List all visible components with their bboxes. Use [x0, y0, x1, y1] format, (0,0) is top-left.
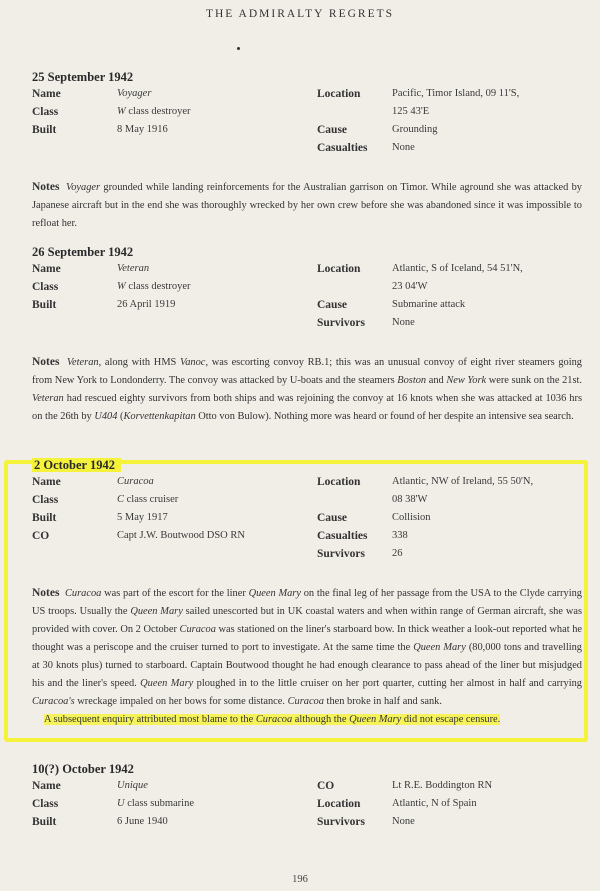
cause-value: Collision	[392, 512, 431, 523]
cause-label: Cause	[317, 299, 348, 311]
ship-name: Curacoa	[117, 476, 154, 487]
location-label: Location	[317, 88, 361, 100]
survivors-label: Survivors	[317, 816, 365, 828]
built-label: Built	[32, 299, 57, 311]
name-label: Name	[32, 88, 61, 100]
ship-name: Unique	[117, 780, 148, 791]
ink-dot	[237, 47, 240, 50]
cause-label: Cause	[317, 512, 348, 524]
co-label: CO	[317, 780, 335, 792]
location-label: Location	[317, 476, 361, 488]
cause-value: Submarine attack	[392, 299, 466, 310]
entry-details	[32, 88, 582, 160]
location-value: Atlantic, NW of Ireland, 55 50'N,	[392, 476, 534, 487]
built-label: Built	[32, 816, 57, 828]
survivors-value: 26	[392, 548, 403, 559]
class-label: Class	[32, 106, 59, 118]
location-value: Atlantic, S of Iceland, 54 51'N,	[392, 263, 523, 274]
survivors-label: Survivors	[317, 548, 365, 560]
survivors-label: Survivors	[317, 317, 365, 329]
cause-label: Cause	[317, 124, 348, 136]
location-value: Atlantic, N of Spain	[392, 798, 477, 809]
ship-class: W class destroyer	[117, 281, 191, 292]
entry-curacoa	[32, 458, 582, 729]
class-label: Class	[32, 798, 59, 810]
built-label: Built	[32, 512, 57, 524]
built-date: 8 May 1916	[117, 124, 168, 135]
ship-name: Voyager	[117, 88, 152, 99]
co-value: Lt R.E. Boddington RN	[392, 780, 493, 791]
location-value: Pacific, Timor Island, 09 11'S,	[392, 88, 520, 99]
entry-details	[32, 476, 582, 566]
survivors-value: None	[392, 816, 415, 827]
casualties-label: Casualties	[317, 530, 368, 542]
name-label: Name	[32, 780, 61, 792]
location-label: Location	[317, 263, 361, 275]
built-date: 26 April 1919	[117, 299, 176, 310]
name-label: Name	[32, 263, 61, 275]
class-label: Class	[32, 281, 59, 293]
entry-date: 26 September 1942	[32, 245, 134, 259]
ship-name: Veteran	[117, 263, 150, 274]
location-value-2: 08 38'W	[392, 494, 428, 505]
entry-date: 10(?) October 1942	[32, 762, 134, 776]
casualties-label: Casualties	[317, 142, 368, 154]
casualties-value: 338	[392, 530, 408, 541]
co-value: Capt J.W. Boutwood DSO RN	[117, 530, 245, 541]
co-label: CO	[32, 530, 50, 542]
entry-date: 25 September 1942	[32, 70, 134, 84]
ship-class: U class submarine	[117, 798, 194, 809]
location-value-2: 125 43'E	[392, 106, 430, 117]
name-label: Name	[32, 476, 61, 488]
page-number: 196	[292, 874, 308, 885]
built-label: Built	[32, 124, 57, 136]
entry-details	[32, 780, 582, 834]
built-date: 6 June 1940	[117, 816, 168, 827]
ship-class: W class destroyer	[117, 106, 191, 117]
survivors-value: None	[392, 317, 415, 328]
casualties-value: None	[392, 142, 415, 153]
entry-notes: Notes Curacoa was part of the escort for the liner Queen Mary on the final leg of her passage from the USA to the Clyde carrying US troops. Usually the Queen Mary sailed unescorted but in UK coastal waters and when within range of German aircraft, she was provided with cover. On 2 October Curacoa was stationed on the liner's starboard bow. In thick weather a look-out reported what he thought was a periscope and the cruiser turned to port to investigate. At the same time the Queen Mary (80,000 tons and travelling at 30 knots plus) turned to starboard. Captain Boutwood thought he had enough clearance to pass ahead of the liner but misjudged his and the liner's speed. Queen Mary ploughed in to the little cruiser on her port quarter, cutting her almost in half and carrying Curacoa's wreckage impaled on her bows for some distance. Curacoa then broke in half and sank.	[32, 587, 582, 707]
entry-details	[32, 263, 582, 335]
page-header: THE ADMIRALTY REGRETS	[205, 8, 395, 20]
location-value-2: 23 04'W	[392, 281, 428, 292]
entry-notes: Notes Voyager grounded while landing reinforcements for the Australian garrison on Timor. While aground she was attacked by Japanese aircraft but in the end she was thoroughly wrecked by her own crew before she was abandoned since it was impossible to refloat her.	[32, 181, 582, 229]
built-date: 5 May 1917	[117, 512, 168, 523]
entry-voyager	[32, 70, 582, 233]
entry-date: 2 October 1942	[32, 458, 582, 476]
ship-class: C class cruiser	[117, 494, 179, 505]
entry-notes-paragraph-2: A subsequent enquiry attributed most blame to the Curacoa although the Queen Mary did not escape censure.	[44, 714, 501, 725]
entry-veteran	[32, 245, 582, 426]
class-label: Class	[32, 494, 59, 506]
entry-notes: Notes Veteran, along with HMS Vanoc, was escorting convoy RB.1; this was an unusual convoy of eight river steamers going from New York to Londonderry. The convoy was attacked by U-boats and the steamers Boston and New York were sunk on the 21st. Veteran had rescued eighty survivors from both ships and was rejoining the convoy at 16 knots when she was attacked at 1036 hrs on the 26th by U404 (Korvettenkapitan Otto von Bulow). Nothing more was heard or found of her despite an intensive sea search.	[32, 356, 582, 422]
entry-unique	[32, 762, 582, 834]
location-label: Location	[317, 798, 361, 810]
cause-value: Grounding	[392, 124, 438, 135]
